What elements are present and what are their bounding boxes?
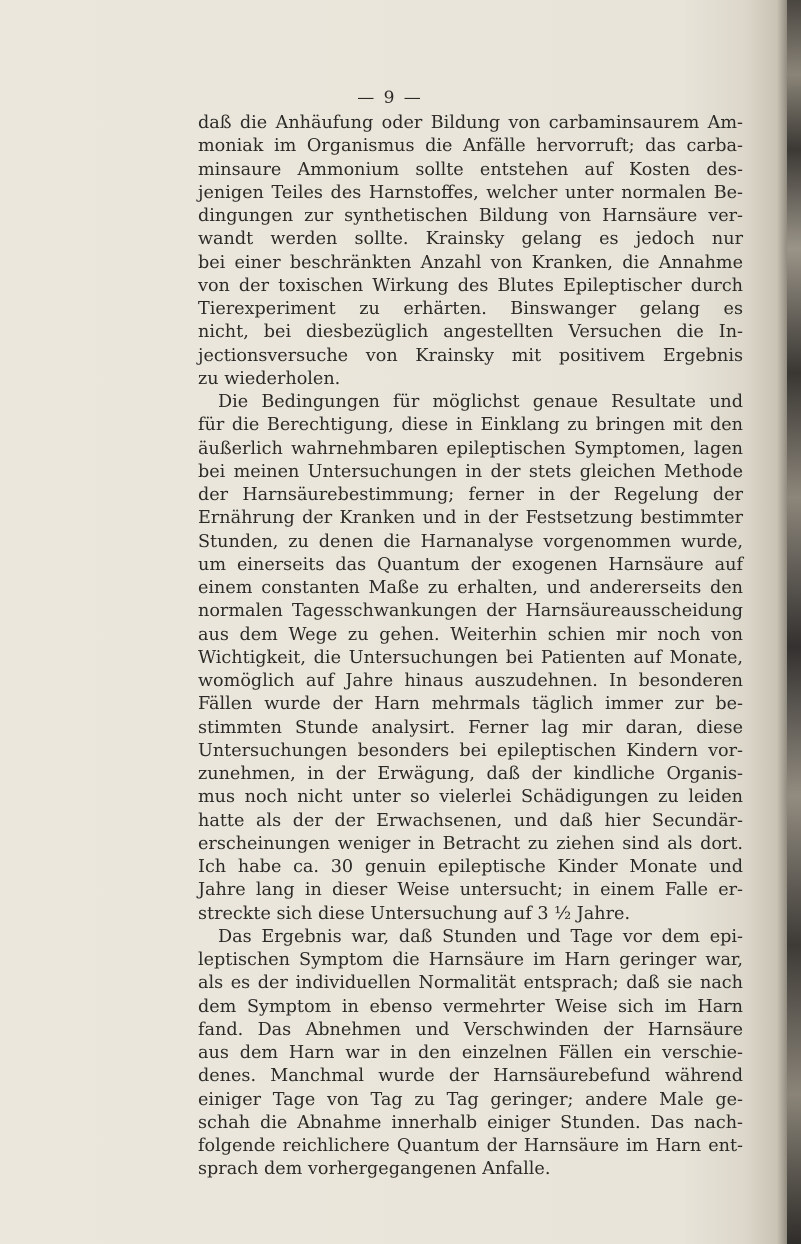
text-line: nicht, bei diesbezüglich angestellten Versuchen die In-: [198, 322, 743, 343]
text-line: minsaure Ammonium sollte entstehen auf Kosten des-: [198, 159, 743, 180]
text-line: zu wiederholen.: [198, 368, 341, 389]
text-line: moniak im Organismus die Anfälle hervorruft; das carba-: [198, 136, 743, 157]
text-line: wandt werden sollte. Krainsky gelang es jedoch nur: [198, 229, 743, 250]
text-line: Stunden, zu denen die Harnanalyse vorgenommen wurde,: [198, 531, 743, 552]
text-line: Jahre lang in dieser Weise untersucht; in einem Falle er-: [198, 880, 743, 901]
text-line: jectionsversuche von Krainsky mit positivem Ergebnis: [198, 345, 743, 366]
text-line: denes. Manchmal wurde der Harnsäurebefund während: [198, 1066, 743, 1087]
text-line: der Harnsäurebestimmung; ferner in der Regelung der: [198, 485, 743, 505]
text-line: womöglich auf Jahre hinaus auszudehnen. In besonderen: [198, 671, 743, 691]
text-line: stimmten Stunde analysirt. Ferner lag mir daran, diese: [198, 717, 743, 738]
text-line: aus dem Wege zu gehen. Weiterhin schien mir noch von: [198, 624, 743, 645]
text-line: jenigen Teiles des Harnstoffes, welcher unter normalen Be-: [198, 182, 743, 203]
text-line: einiger Tage von Tag zu Tag geringer; andere Male ge-: [198, 1089, 743, 1110]
text-line: erscheinungen weniger in Betracht zu ziehen sind als dort.: [198, 833, 743, 854]
text-line: aus dem Harn war in den einzelnen Fällen ein verschie-: [198, 1043, 743, 1063]
text-line: äußerlich wahrnehmbaren epileptischen Symptomen, lagen: [198, 438, 743, 459]
text-line: folgende reichlichere Quantum der Harnsäure im Harn ent-: [198, 1136, 743, 1156]
text-line: sprach dem vorhergegangenen Anfalle.: [198, 1159, 551, 1180]
text-line: Ich habe ca. 30 genuin epileptische Kinder Monate und: [198, 857, 743, 877]
text-line: einem constanten Maße zu erhalten, und andererseits den: [198, 578, 743, 598]
text-line: für die Berechtigung, diese in Einklang zu bringen mit den: [198, 415, 743, 436]
text-line: dem Symptom in ebenso vermehrter Weise sich im Harn: [198, 996, 743, 1017]
text-line: hatte als der der Erwachsenen, und daß hier Secundär-: [198, 810, 743, 831]
body-text: [198, 112, 743, 1182]
text-line: Fällen wurde der Harn mehrmals täglich immer zur be-: [198, 694, 743, 715]
text-line: schah die Abnahme innerhalb einiger Stunden. Das nach-: [198, 1112, 743, 1133]
text-line: Untersuchungen besonders bei epileptischen Kindern vor-: [198, 740, 743, 761]
text-line: um einerseits das Quantum der exogenen Harnsäure auf: [198, 554, 743, 575]
text-line: von der toxischen Wirkung des Blutes Epileptischer durch: [198, 275, 743, 296]
text-line: Tierexperiment zu erhärten. Binswanger gelang es: [198, 299, 743, 319]
text-line: normalen Tagesschwankungen der Harnsäureausscheidung: [198, 601, 743, 622]
text-line: mus noch nicht unter so vielerlei Schädigungen zu leiden: [198, 787, 743, 808]
text-line: Die Bedingungen für möglichst genaue Resultate und: [218, 392, 743, 412]
text-line: bei einer beschränkten Anzahl von Kranken, die Annahme: [198, 252, 743, 273]
text-line: Das Ergebnis war, daß Stunden und Tage vor dem epi-: [218, 926, 743, 947]
text-line: daß die Anhäufung oder Bildung von carbaminsaurem Am-: [198, 113, 743, 133]
text-line: streckte sich diese Untersuchung auf 3 ½ Jahre.: [198, 903, 631, 924]
page-number: — 9 —: [357, 88, 423, 108]
text-line: leptischen Symptom die Harnsäure im Harn geringer war,: [198, 950, 743, 970]
text-line: Wichtigkeit, die Untersuchungen bei Patienten auf Monate,: [198, 647, 743, 668]
text-line: fand. Das Abnehmen und Verschwinden der Harnsäure: [198, 1019, 743, 1040]
text-line: bei meinen Untersuchungen in der stets gleichen Methode: [198, 461, 743, 482]
text-line: dingungen zur synthetischen Bildung von Harnsäure ver-: [198, 206, 743, 226]
text-line: Ernährung der Kranken und in der Festsetzung bestimmter: [198, 508, 743, 529]
page-edge-shadow: [787, 0, 801, 1244]
text-line: als es der individuellen Normalität entsprach; daß sie nach: [198, 973, 743, 994]
text-line: zunehmen, in der Erwägung, daß der kindliche Organis-: [198, 764, 743, 784]
